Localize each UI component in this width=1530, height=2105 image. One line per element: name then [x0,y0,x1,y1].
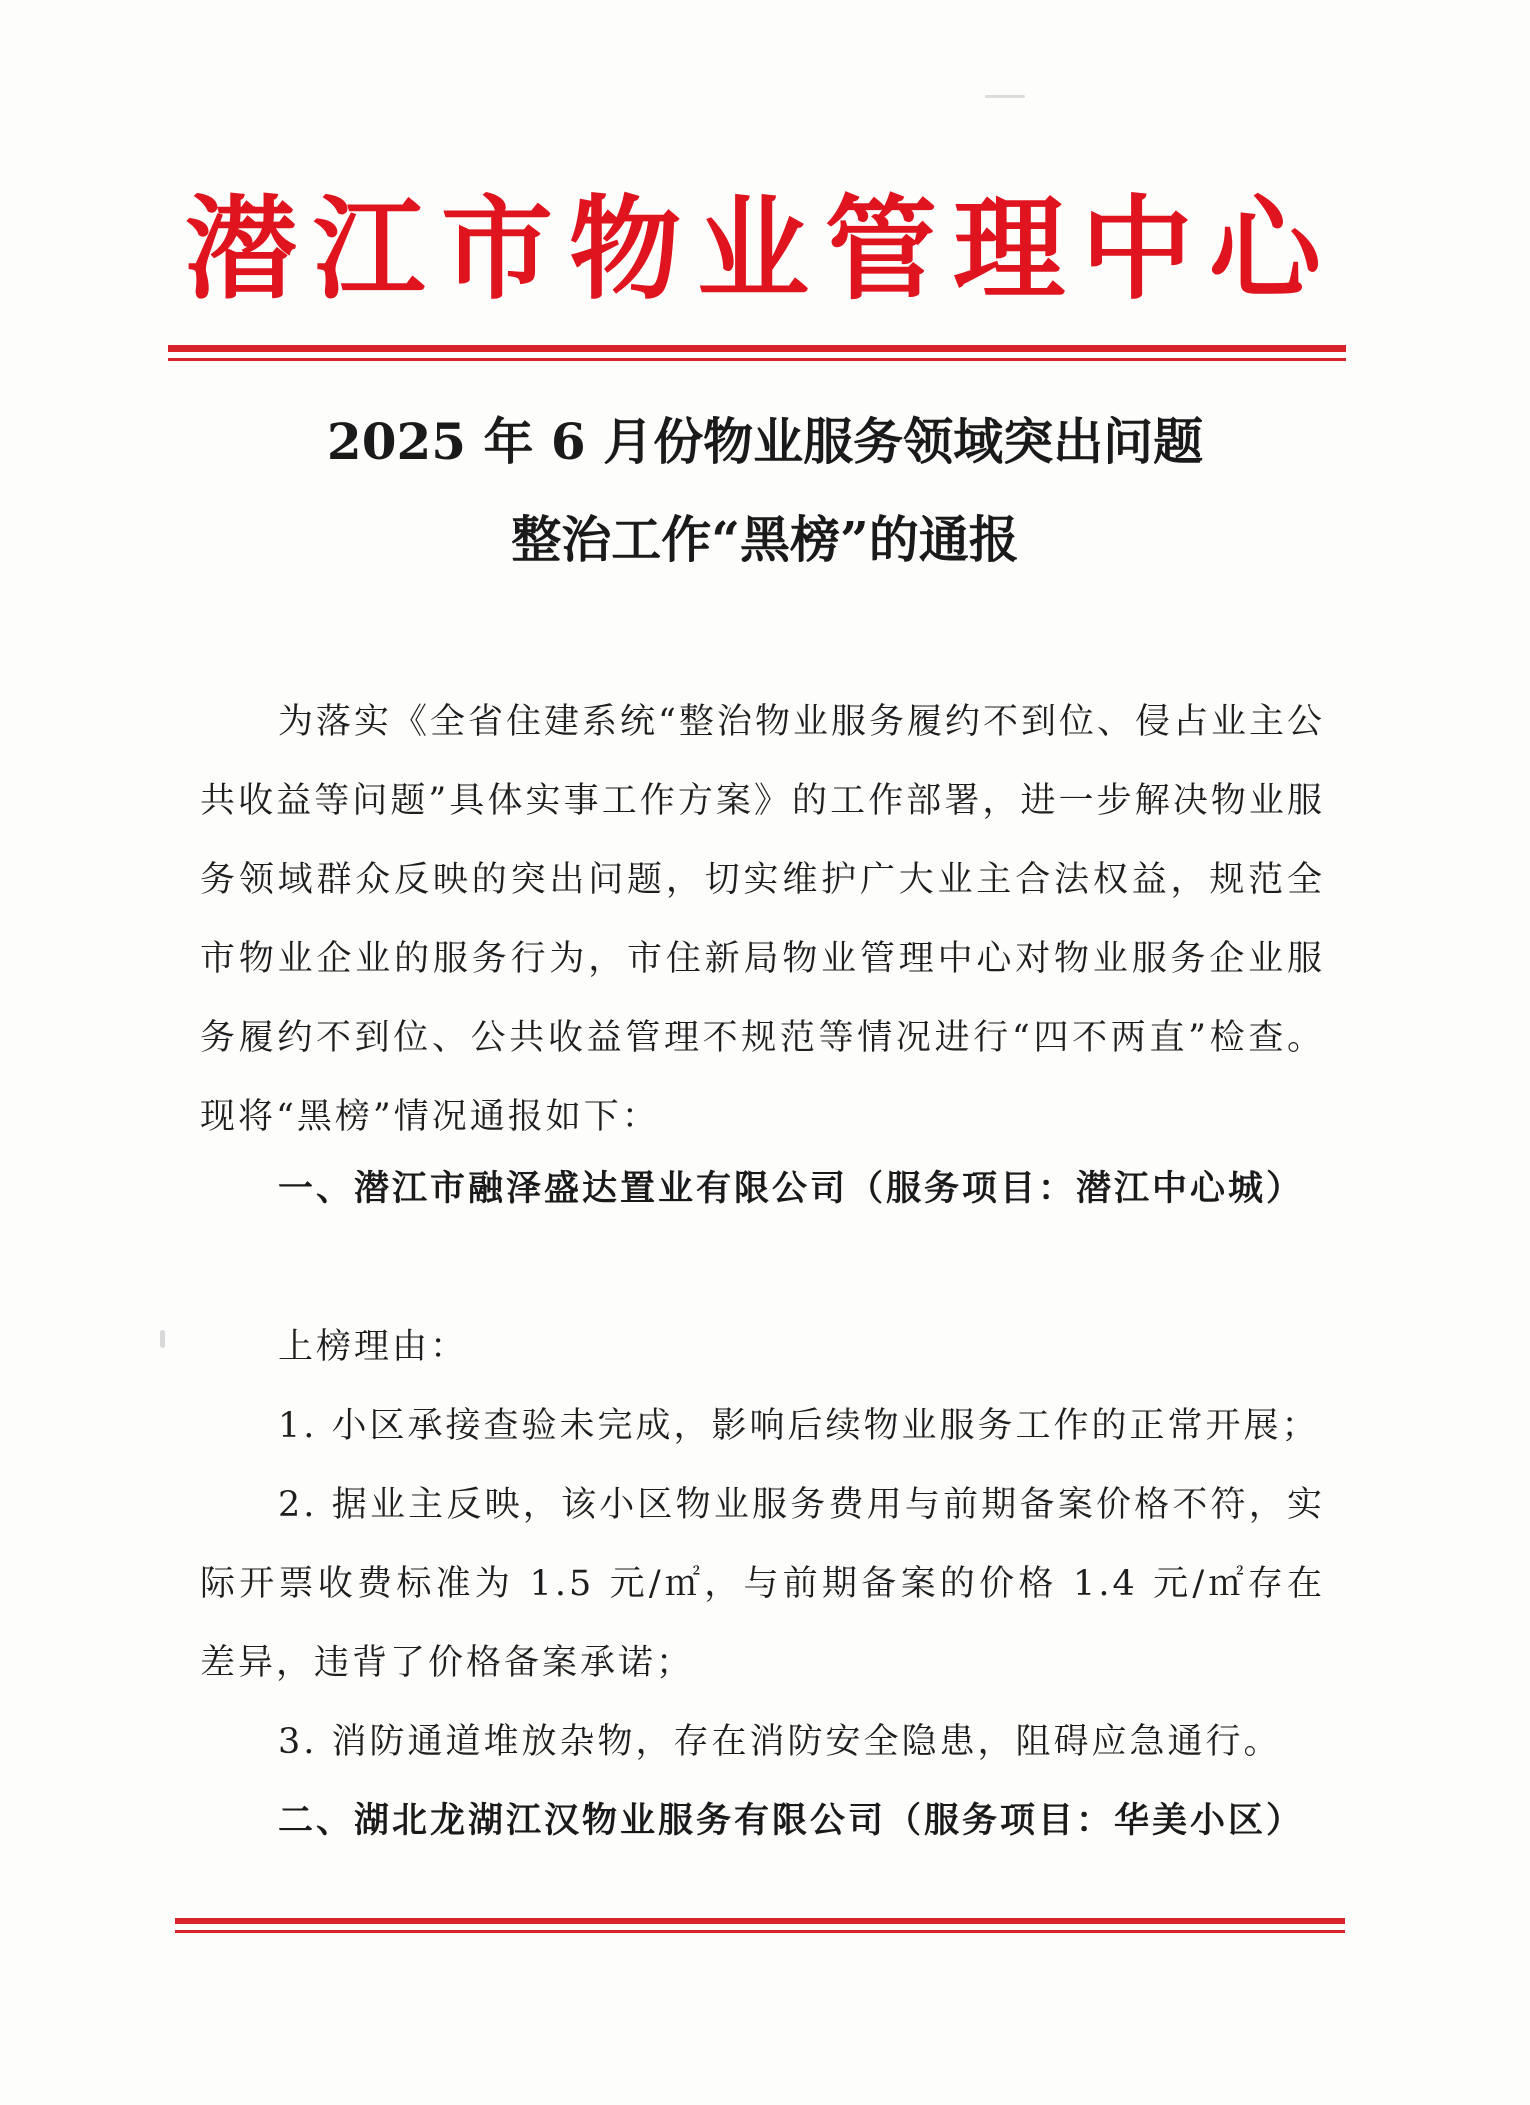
section-1-item-1: 1. 小区承接查验未完成，影响后续物业服务工作的正常开展； [278,1406,1320,1446]
organization-header: 潜江市物业管理中心 [185,184,1335,315]
intro-paragraph: 为落实《全省住建系统“整治物业服务履约不到位、侵占业主公共收益等问题”具体实事工作方案》的工作部署，进一步解决物业服务领域群众反映的突出问题，切实维护广大业主合法权益，规范全市物业企业的服务行为，市住新局物业管理中心对物业服务企业服务履约不到位、公共收益管理不规范等情况进行“四不两直”检查。现将“黑榜”情况通报如下： [200,702,1325,1137]
document-title-line-2: 整治工作“黑榜”的通报 [511,510,1019,569]
scan-mark [160,1330,165,1348]
section-1-item-2: 2. 据业主反映，该小区物业服务费用与前期备案价格不符，实际开票收费标准为 1.5 元/㎡，与前期备案的价格 1.4 元/㎡存在差异，违背了价格备案承诺； [200,1485,1325,1683]
footer-rule-thick [175,1918,1345,1924]
section-1-reason-label: 上榜理由： [278,1327,469,1367]
header-rule-thick [168,345,1346,352]
footer-rule-thin [175,1930,1345,1933]
document-title-line-1: 2025 年 6 月份物业服务领域突出问题 [326,412,1204,471]
section-2-heading: 二、湖北龙湖江汉物业服务有限公司（服务项目：华美小区） [278,1801,1305,1841]
section-1-heading: 一、潜江市融泽盛达置业有限公司（服务项目：潜江中心城） [278,1169,1305,1209]
section-1-item-3: 3. 消防通道堆放杂物，存在消防安全隐患，阻碍应急通行。 [278,1722,1282,1762]
scan-mark [985,95,1025,98]
header-rule-thin [168,358,1346,361]
